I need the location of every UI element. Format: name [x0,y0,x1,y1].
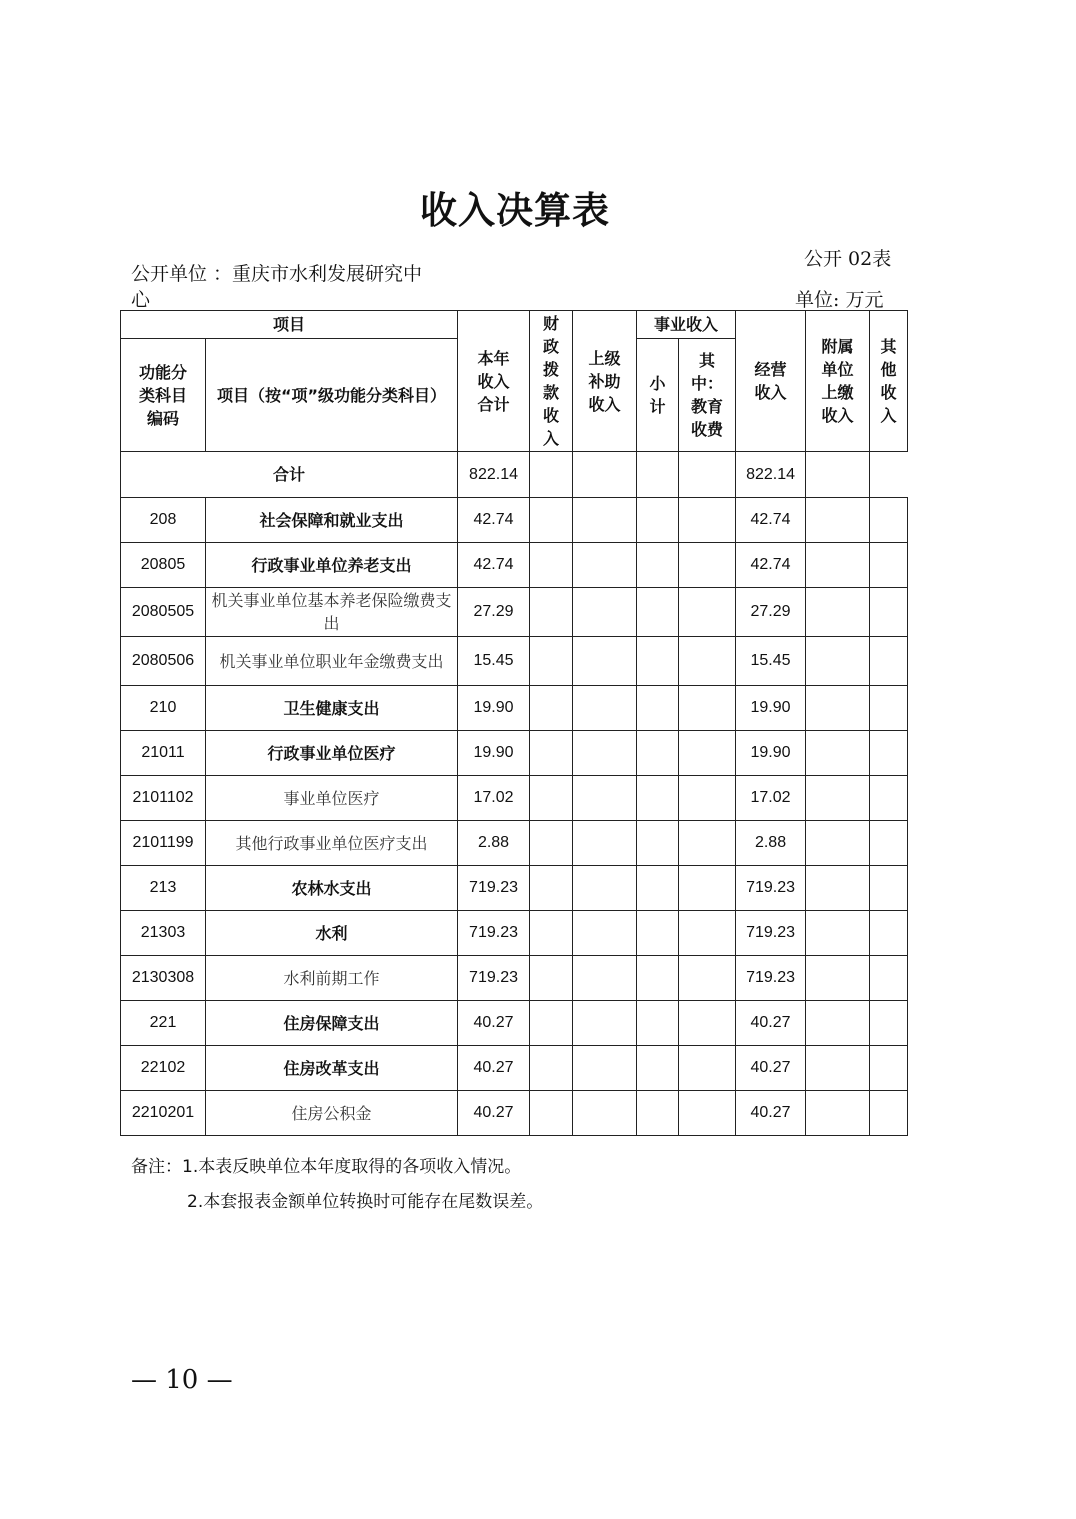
header-affiliated: 附属单位上缴收入 [806,311,870,452]
row-code: 213 [121,866,206,911]
header-item: 项目 [121,311,458,339]
cell-superior [573,588,637,637]
header-career-edu: 其中：教育收费 [679,339,736,452]
cell-career-subtotal [637,1046,679,1091]
cell-fiscal [530,821,573,866]
cell-fiscal [530,543,573,588]
cell-fiscal [530,452,573,498]
row-operating: 40.27 [736,1001,806,1046]
cell-affiliated [806,956,870,1001]
row-total: 19.90 [458,686,530,731]
row-operating: 42.74 [736,543,806,588]
row-name: 行政事业单位医疗 [206,731,458,776]
cell-affiliated [806,452,870,498]
cell-other [870,588,908,637]
row-operating: 719.23 [736,866,806,911]
row-name: 其他行政事业单位医疗支出 [206,821,458,866]
total-operating: 822.14 [736,452,806,498]
row-total: 17.02 [458,776,530,821]
cell-fiscal [530,498,573,543]
row-total: 719.23 [458,866,530,911]
page-title: 收入决算表 [420,189,610,232]
row-total: 40.27 [458,1001,530,1046]
cell-superior [573,498,637,543]
row-operating: 40.27 [736,1091,806,1136]
cell-other [870,686,908,731]
header-career-subtotal: 小计 [637,339,679,452]
total-label: 合计 [121,452,458,498]
row-code: 210 [121,686,206,731]
cell-career-subtotal [637,1001,679,1046]
row-code: 2101199 [121,821,206,866]
row-code: 221 [121,1001,206,1046]
note-line-2: 2.本套报表金额单位转换时可能存在尾数误差。 [187,1192,544,1212]
total-row [121,452,908,498]
row-name: 农林水支出 [206,866,458,911]
table-row [121,686,908,731]
row-name: 水利 [206,911,458,956]
cell-superior [573,543,637,588]
cell-career-edu [679,1091,736,1136]
cell-career-edu [679,911,736,956]
table-row [121,956,908,1001]
cell-superior [573,637,637,686]
row-total: 40.27 [458,1091,530,1136]
cell-superior [573,866,637,911]
cell-affiliated [806,1001,870,1046]
row-name: 机关事业单位基本养老保险缴费支出 [206,588,458,637]
cell-other [870,911,908,956]
cell-other [870,776,908,821]
row-name: 住房改革支出 [206,1046,458,1091]
cell-career-edu [679,686,736,731]
note-line-1: 备注：1.本表反映单位本年度取得的各项收入情况。 [131,1157,522,1177]
header-fiscal: 财政拨款收入 [530,311,573,452]
cell-affiliated [806,637,870,686]
table-row [121,866,908,911]
cell-career-subtotal [637,911,679,956]
cell-career-subtotal [637,1091,679,1136]
row-operating: 719.23 [736,911,806,956]
cell-career-edu [679,731,736,776]
cell-superior [573,1091,637,1136]
cell-career-subtotal [637,686,679,731]
table-row [121,821,908,866]
header-career-group: 事业收入 [637,311,736,339]
cell-affiliated [806,543,870,588]
cell-superior [573,731,637,776]
row-operating: 19.90 [736,731,806,776]
cell-affiliated [806,776,870,821]
row-operating: 2.88 [736,821,806,866]
cell-career-edu [679,498,736,543]
cell-career-subtotal [637,498,679,543]
cell-affiliated [806,821,870,866]
cell-career-subtotal [637,588,679,637]
row-code: 21011 [121,731,206,776]
table-row [121,588,908,637]
cell-career-edu [679,776,736,821]
header-name: 项目（按“项”级功能分类科目） [206,339,458,452]
row-operating: 40.27 [736,1046,806,1091]
cell-superior [573,686,637,731]
table-row [121,498,908,543]
table-row [121,1046,908,1091]
header-operating: 经营收入 [736,311,806,452]
cell-career-subtotal [637,821,679,866]
cell-affiliated [806,1091,870,1136]
cell-career-subtotal [637,776,679,821]
cell-other [870,821,908,866]
cell-affiliated [806,686,870,731]
cell-fiscal [530,731,573,776]
row-code: 2101102 [121,776,206,821]
cell-other [870,637,908,686]
table-row [121,776,908,821]
cell-affiliated [806,911,870,956]
row-total: 42.74 [458,498,530,543]
cell-career-edu [679,821,736,866]
cell-career-subtotal [637,637,679,686]
row-code: 208 [121,498,206,543]
row-code: 2080506 [121,637,206,686]
cell-fiscal [530,866,573,911]
cell-career-subtotal [637,452,679,498]
table-row [121,1001,908,1046]
cell-other [870,866,908,911]
cell-superior [573,911,637,956]
cell-fiscal [530,637,573,686]
cell-career-edu [679,543,736,588]
row-operating: 17.02 [736,776,806,821]
table-row [121,637,908,686]
cell-other [870,731,908,776]
row-operating: 27.29 [736,588,806,637]
header-code: 功能分类科目编码 [121,339,206,452]
header-other: 其他收入 [870,311,908,452]
cell-career-subtotal [637,543,679,588]
row-total: 19.90 [458,731,530,776]
cell-career-subtotal [637,731,679,776]
row-code: 2080505 [121,588,206,637]
cell-affiliated [806,866,870,911]
table-row [121,1091,908,1136]
row-total: 42.74 [458,543,530,588]
row-total: 15.45 [458,637,530,686]
row-name: 住房保障支出 [206,1001,458,1046]
cell-fiscal [530,1001,573,1046]
cell-fiscal [530,588,573,637]
row-name: 住房公积金 [206,1091,458,1136]
row-operating: 19.90 [736,686,806,731]
reporting-unit-line1: 公开单位 ：重庆市水利发展研究中 [131,263,423,285]
table-row [121,543,908,588]
row-operating: 42.74 [736,498,806,543]
header-total: 本年收入合计 [458,311,530,452]
cell-career-edu [679,588,736,637]
table-body [121,452,908,1136]
row-total: 719.23 [458,956,530,1001]
row-code: 2210201 [121,1091,206,1136]
money-unit: 单位: 万元 [795,289,884,311]
row-code: 22102 [121,1046,206,1091]
table-header [121,311,908,452]
income-table [120,310,908,1136]
row-code: 21303 [121,911,206,956]
cell-other [870,1046,908,1091]
table-row [121,731,908,776]
cell-affiliated [806,498,870,543]
cell-affiliated [806,1046,870,1091]
table-row [121,911,908,956]
row-total: 2.88 [458,821,530,866]
form-number: 公开 02表 [804,248,892,270]
row-name: 卫生健康支出 [206,686,458,731]
cell-career-subtotal [637,866,679,911]
cell-other [870,1001,908,1046]
cell-other [870,956,908,1001]
row-name: 行政事业单位养老支出 [206,543,458,588]
cell-fiscal [530,956,573,1001]
row-code: 2130308 [121,956,206,1001]
header-superior: 上级补助收入 [573,311,637,452]
cell-affiliated [806,588,870,637]
cell-superior [573,452,637,498]
total-amount: 822.14 [458,452,530,498]
cell-fiscal [530,776,573,821]
cell-career-edu [679,452,736,498]
row-name: 社会保障和就业支出 [206,498,458,543]
cell-superior [573,1001,637,1046]
cell-superior [573,776,637,821]
cell-superior [573,821,637,866]
cell-career-edu [679,956,736,1001]
cell-other [870,543,908,588]
cell-other [870,1091,908,1136]
cell-career-subtotal [637,956,679,1001]
reporting-unit-line2: 心 [131,289,151,311]
cell-career-edu [679,866,736,911]
cell-fiscal [530,1091,573,1136]
row-name: 机关事业单位职业年金缴费支出 [206,637,458,686]
cell-other [870,498,908,543]
row-code: 20805 [121,543,206,588]
row-total: 27.29 [458,588,530,637]
cell-career-edu [679,1001,736,1046]
row-total: 40.27 [458,1046,530,1091]
cell-superior [573,1046,637,1091]
cell-fiscal [530,1046,573,1091]
page-number: — 10 — [131,1365,233,1395]
row-name: 事业单位医疗 [206,776,458,821]
cell-career-edu [679,637,736,686]
cell-superior [573,956,637,1001]
cell-affiliated [806,731,870,776]
cell-fiscal [530,686,573,731]
cell-career-edu [679,1046,736,1091]
row-total: 719.23 [458,911,530,956]
cell-fiscal [530,911,573,956]
row-operating: 15.45 [736,637,806,686]
row-operating: 719.23 [736,956,806,1001]
row-name: 水利前期工作 [206,956,458,1001]
